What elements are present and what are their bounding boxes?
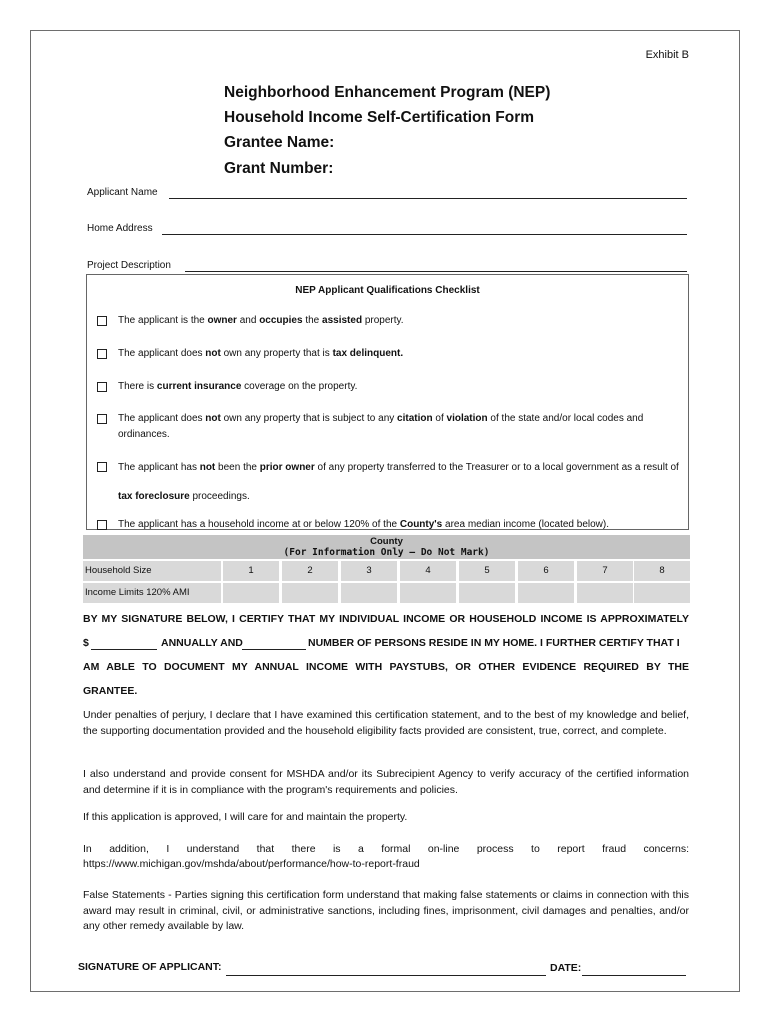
checklist-item[interactable] — [97, 346, 682, 362]
home-address-label: Home Address — [87, 223, 153, 234]
certification-line-1: BY MY SIGNATURE BELOW, I CERTIFY THAT MY INDIVIDUAL INCOME OR HOUSEHOLD INCOME IS APPROXIMATELY — [83, 613, 689, 625]
applicant-name-field[interactable] — [87, 185, 687, 199]
form-title: Household Income Self-Certification Form — [224, 109, 535, 126]
income-limit-cell — [518, 583, 574, 603]
signature-line[interactable] — [226, 975, 546, 976]
household-size-cell: 1 — [223, 561, 279, 581]
checkbox-icon[interactable] — [97, 462, 107, 472]
grantee-name-label: Grantee Name: — [224, 134, 335, 151]
checklist-item-text: The applicant is the owner and occupies the assisted property. — [118, 315, 404, 326]
household-size-cell: 4 — [400, 561, 456, 581]
county-heading: County — [370, 536, 403, 547]
qualifications-checklist — [86, 274, 689, 530]
checkbox-icon[interactable] — [97, 349, 107, 359]
checklist-item-text: The applicant has not been the prior owner of any property transferred to the Treasurer or to a local government as a result of tax foreclosure proceedings. — [118, 462, 679, 502]
date-label: DATE: — [550, 962, 582, 974]
household-size-cell: 2 — [282, 561, 338, 581]
program-title: Neighborhood Enhancement Program (NEP) — [224, 84, 551, 101]
income-limit-cell — [341, 583, 397, 603]
date-line[interactable] — [582, 975, 686, 976]
project-description-label: Project Description — [87, 260, 171, 271]
income-amount-blank[interactable] — [91, 649, 157, 650]
checklist-item[interactable] — [97, 459, 682, 507]
income-limit-cell — [400, 583, 456, 603]
checklist-item-text: There is current insurance coverage on the property. — [118, 381, 358, 392]
income-limit-cell — [223, 583, 279, 603]
household-size-cell: 7 — [577, 561, 633, 581]
checklist-item-text: The applicant does not own any property that is tax delinquent. — [118, 348, 404, 359]
checklist-item-text: The applicant does not own any property that is subject to any citation of violation of the state and/or local codes and ordinances. — [118, 413, 644, 440]
checklist-item-text: The applicant has a household income at or below 120% of the County's area median income (located below). — [118, 519, 610, 530]
household-size-cell: 8 — [634, 561, 690, 581]
applicant-name-label: Applicant Name — [87, 187, 158, 198]
dollar-sign: $ — [83, 637, 89, 649]
table-note: (For Information Only – Do Not Mark) — [283, 547, 490, 558]
income-limits-label: Income Limits 120% AMI — [83, 583, 221, 603]
household-size-cell: 5 — [459, 561, 515, 581]
table-row — [83, 583, 690, 603]
applicant-name-line[interactable] — [169, 198, 687, 199]
project-description-field[interactable] — [87, 258, 687, 272]
form-page — [30, 30, 740, 992]
checklist-item[interactable] — [97, 411, 682, 443]
certification-line-3: AM ABLE TO DOCUMENT MY ANNUAL INCOME WITH PAYSTUBS, OR OTHER EVIDENCE REQUIRED BY THE — [83, 661, 689, 673]
checkbox-icon[interactable] — [97, 520, 107, 530]
grant-number-label: Grant Number: — [224, 160, 334, 177]
persons-count-blank[interactable] — [242, 649, 306, 650]
table-row — [83, 561, 690, 581]
care-paragraph: If this application is approved, I will care for and maintain the property. — [83, 811, 408, 823]
project-description-line[interactable] — [185, 271, 687, 272]
consent-paragraph: I also understand and provide consent for MSHDA and/or its Subrecipient Agency to verify accuracy of the certified information and determine if it is in compliance with the program's requirements and policies. — [83, 768, 689, 796]
household-size-cell: 6 — [518, 561, 574, 581]
checkbox-icon[interactable] — [97, 316, 107, 326]
exhibit-label: Exhibit B — [645, 49, 689, 61]
persons-text: NUMBER OF PERSONS RESIDE IN MY HOME. I FURTHER CERTIFY THAT I — [308, 637, 680, 649]
home-address-line[interactable] — [162, 234, 687, 235]
checklist-item[interactable] — [97, 517, 687, 533]
home-address-field[interactable] — [87, 221, 687, 235]
annually-and-text: ANNUALLY AND — [161, 637, 243, 649]
checklist-item[interactable] — [97, 379, 682, 395]
false-statements-paragraph: False Statements - Parties signing this certification form understand that making false statements or claims in connection with this award may result in criminal, civil, or administrative sanctions, including fines, imprisonment, civil damages and penalties, and/or any other remedy available by law. — [83, 889, 689, 932]
checkbox-icon[interactable] — [97, 414, 107, 424]
table-header — [83, 535, 690, 559]
income-limit-cell — [459, 583, 515, 603]
perjury-paragraph: Under penalties of perjury, I declare that I have examined this certification statement, and to the best of my knowledge and belief, the supporting documentation provided and the household eligibility facts provided are consistent, true, correct, and complete. — [83, 709, 689, 737]
certification-line-4: GRANTEE. — [83, 685, 138, 697]
fraud-url: https://www.michigan.gov/mshda/about/performance/how-to-report-fraud — [83, 858, 420, 870]
household-size-label: Household Size — [83, 561, 221, 581]
income-limit-cell — [282, 583, 338, 603]
checklist-heading: NEP Applicant Qualifications Checklist — [295, 285, 480, 296]
signature-row — [78, 961, 690, 977]
certification-line-2 — [83, 637, 689, 651]
checkbox-icon[interactable] — [97, 382, 107, 392]
signature-label: SIGNATURE OF APPLICANT: — [78, 961, 222, 973]
income-limit-cell — [634, 583, 690, 603]
checklist-item[interactable] — [97, 313, 682, 329]
income-limit-cell — [577, 583, 633, 603]
fraud-paragraph: In addition, I understand that there is a formal on-line process to report fraud concerns: — [83, 843, 689, 855]
household-size-cell: 3 — [341, 561, 397, 581]
